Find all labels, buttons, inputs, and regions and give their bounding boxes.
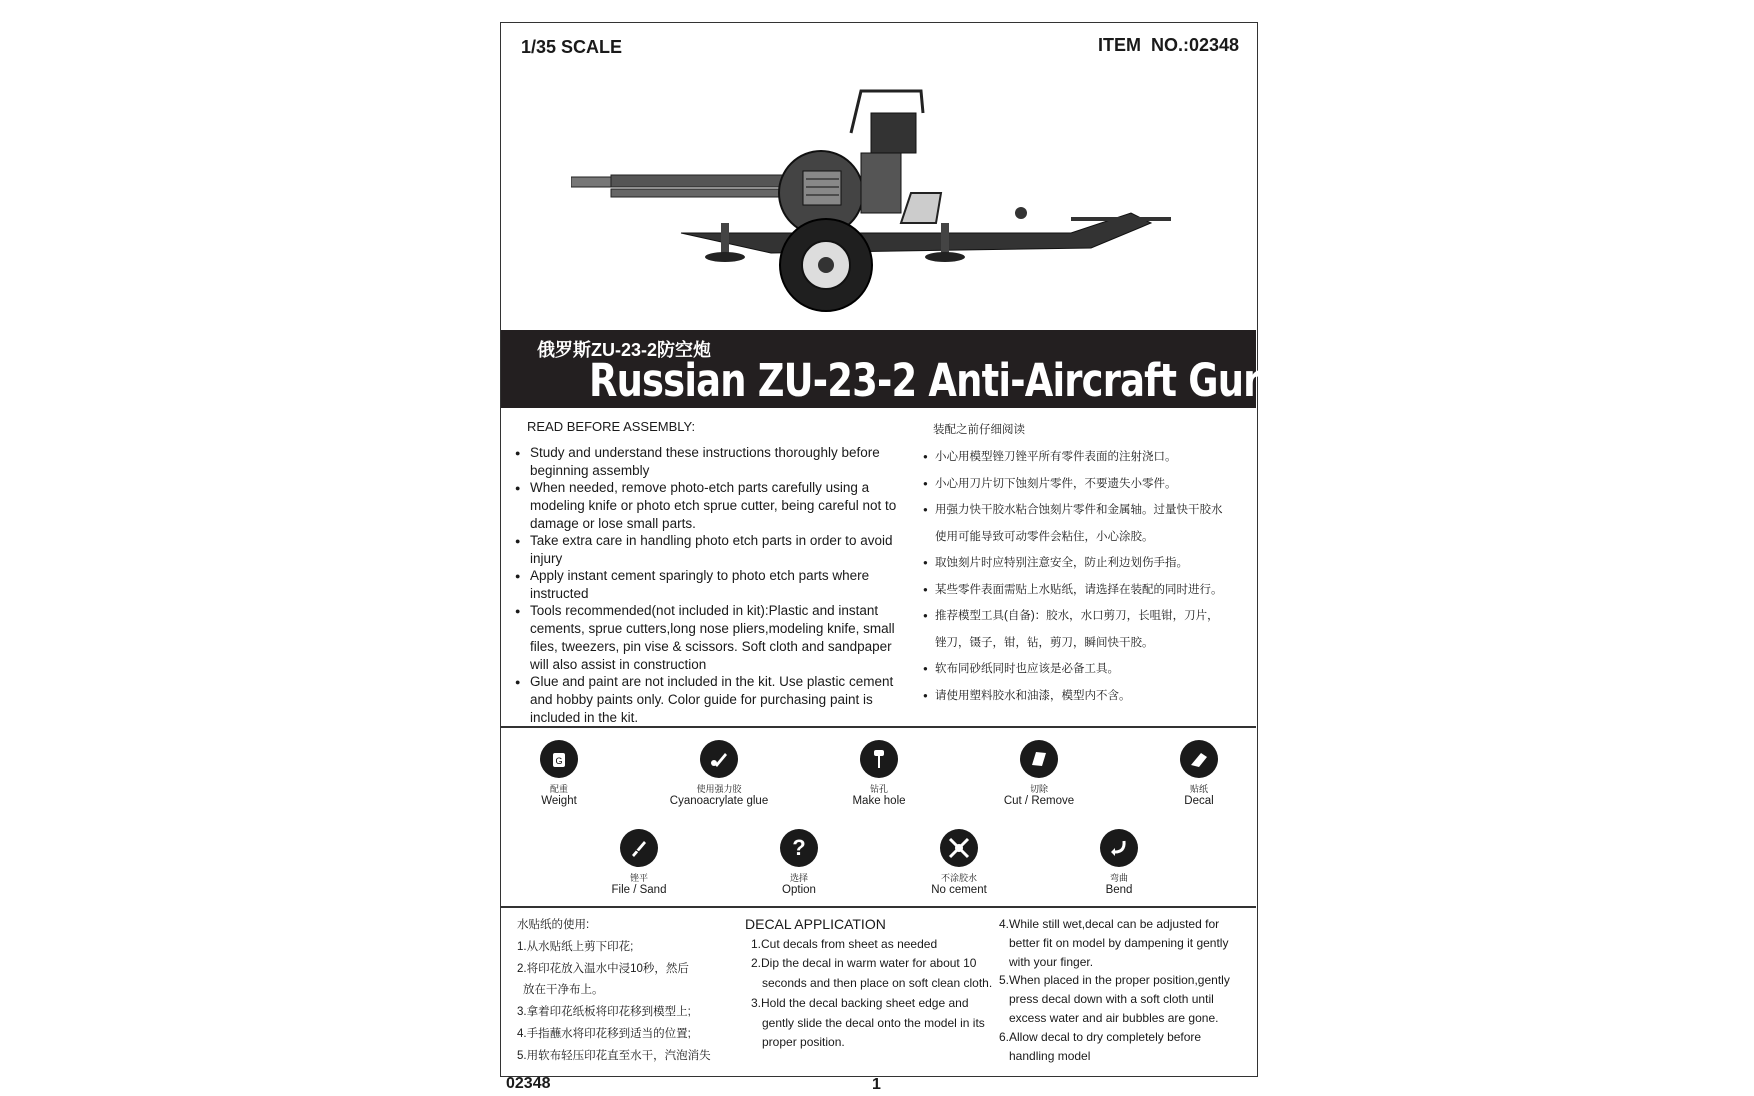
list-item: ● 请使用塑料胶水和油漆，模型内不含。: [923, 683, 1253, 710]
symbol-label-en: No cement: [931, 884, 987, 896]
symbol-bend: [1049, 829, 1189, 896]
title-english: Russian ZU-23-2 Anti-Aircraft Gun: [589, 354, 1269, 407]
symbol-label-en: File / Sand: [611, 884, 667, 896]
no-cement-icon: [940, 829, 978, 867]
svg-text:G: G: [555, 756, 563, 766]
list-item: ● 小心用刀片切下蚀刻片零件，不要遗失小零件。: [923, 471, 1253, 498]
symbol-label-zh: 弯曲: [1109, 873, 1128, 883]
symbol-label-en: Option: [782, 884, 816, 896]
symbol-label-zh: 选择: [789, 873, 808, 883]
decal-step: 4.手指蘸水将印花移到适当的位置;: [517, 1027, 691, 1040]
instruction-sheet: [500, 22, 1269, 1077]
symbol-label-zh: 切除: [1029, 784, 1048, 794]
symbol-label-zh: 钻孔: [869, 784, 888, 794]
list-item: ● 取蚀刻片时应特别注意安全，防止利边划伤手指。: [923, 550, 1253, 577]
read-before-section: [501, 410, 1256, 725]
list-item: ● 软布同砂纸同时也应该是必备工具。: [923, 656, 1253, 683]
symbol-label-en: Decal: [1184, 795, 1214, 807]
instructions-list-en: [515, 444, 905, 726]
decal-step: 2.将印花放入温水中浸10秒，然后: [517, 962, 689, 975]
list-item: ● Take extra care in handling photo etch parts in order to avoid injury: [515, 532, 905, 568]
symbol-label-en: Cyanoacrylate glue: [669, 795, 769, 807]
decal-step: with your finger.: [1009, 954, 1094, 969]
decal-step: excess water and air bubbles are gone.: [1009, 1010, 1219, 1025]
decal-step: 4.While still wet,decal can be adjusted for: [999, 917, 1220, 931]
symbol-label-en: Weight: [541, 795, 577, 807]
instructions-list-zh: [923, 444, 1253, 709]
list-item: 使用可能导致可动零件会粘住，小心涂胶。: [935, 530, 1154, 543]
divider: [501, 726, 1256, 728]
title-chinese: 俄罗斯ZU-23-2防空炮: [537, 340, 712, 360]
symbol-label-zh: 贴纸: [1189, 784, 1208, 794]
cut-icon: [1020, 740, 1058, 778]
decal-icon: [1180, 740, 1218, 778]
decal-steps-zh: [517, 915, 717, 1068]
decal-title: DECAL APPLICATION: [745, 916, 886, 932]
decal-steps-a: [745, 915, 1001, 1053]
symbol-label-en: Cut / Remove: [1003, 795, 1075, 807]
title-banner: [501, 330, 1269, 408]
decal-step: proper position.: [762, 1035, 845, 1050]
decal-step: 放在干净布上。: [523, 984, 604, 997]
decal-step: better fit on model by dampening it gently: [1009, 935, 1229, 950]
read-before-title-en: READ BEFORE ASSEMBLY:: [527, 419, 696, 434]
list-item: 锉刀，镊子，钳，钻，剪刀，瞬间快干胶。: [935, 636, 1154, 649]
decal-step: 1.Cut decals from sheet as needed: [751, 936, 938, 951]
decal-title-zh: 水贴纸的使用:: [517, 919, 590, 931]
decal-step: handling model: [1009, 1048, 1091, 1063]
symbol-no-cement: [889, 829, 1029, 896]
decal-step: 2.Dip the decal in warm water for about 10: [751, 956, 977, 971]
footer-item-number: 02348: [506, 1075, 551, 1092]
divider: [501, 906, 1256, 908]
symbol-label-en: Bend: [1105, 884, 1133, 896]
decal-step: 5.When placed in the proper position,gently: [999, 973, 1230, 988]
symbol-label-zh: 使用强力胶: [696, 784, 742, 794]
decal-steps-b: [999, 915, 1254, 1065]
file-icon: [620, 829, 658, 867]
decal-step: seconds and then place on soft clean cloth.: [762, 976, 993, 991]
decal-step: 3.Hold the decal backing sheet edge and: [751, 995, 969, 1010]
list-item: ● 推荐模型工具(自备)：胶水，水口剪刀，长咀钳，刀片，: [923, 603, 1253, 630]
bend-icon: [1100, 829, 1138, 867]
list-item: ● 小心用模型锉刀锉平所有零件表面的注射浇口。: [923, 444, 1253, 471]
item-number: ITEM NO.:02348: [1097, 35, 1239, 55]
question-icon: ?: [780, 829, 818, 867]
list-item: ● 某些零件表面需贴上水贴纸，请选择在装配的同时进行。: [923, 577, 1253, 604]
symbol-decal: [1129, 740, 1269, 807]
symbol-label-en: Make hole: [852, 795, 906, 807]
list-item: ● Glue and paint are not included in the kit. Use plastic cement and hobby paints only. Color guide for purchasing paint is included in the kit.: [515, 673, 905, 727]
glue-icon: [700, 740, 738, 778]
list-item: ● Apply instant cement sparingly to photo etch parts where instructed: [515, 567, 905, 603]
decal-step: 5.用软布轻压印花直至水干，汽泡消失: [517, 1049, 711, 1062]
symbol-weight: [489, 740, 629, 807]
symbol-label-zh: 锉平: [629, 873, 648, 883]
decal-step: gently slide the decal onto the model in its: [762, 1015, 985, 1030]
list-item: ● Tools recommended(not included in kit):Plastic and instant cements, sprue cutters,long nose pliers,modeling knife, small files, tweezers, pin vise & scissors. Soft cloth and sandpaper will also assist in construction: [515, 602, 905, 674]
symbol-file: [569, 829, 709, 896]
symbol-drill: [809, 740, 949, 807]
gun-illustration: [571, 73, 1191, 323]
scale-label: 1/35 SCALE: [521, 37, 623, 57]
symbol-glue: [649, 740, 789, 807]
symbol-label-zh: 不涂胶水: [940, 873, 977, 883]
decal-step: press decal down with a soft cloth until: [1009, 992, 1214, 1007]
list-item: ● 用强力快干胶水粘合蚀刻片零件和金属轴。过量快干胶水: [923, 497, 1253, 524]
decal-step: 6.Allow decal to dry completely before: [999, 1029, 1202, 1044]
weight-icon: [540, 740, 578, 778]
page-number: 1: [872, 1076, 881, 1093]
list-item: ● Study and understand these instructions thoroughly before beginning assembly: [515, 444, 905, 480]
list-item: ● When needed, remove photo-etch parts carefully using a modeling knife or photo etch sprue cutter, being careful not to damage or lose small parts.: [515, 479, 905, 533]
symbol-option: [729, 829, 869, 896]
read-before-title-zh: 装配之前仔细阅读: [933, 424, 1025, 436]
symbol-cut: [969, 740, 1109, 807]
decal-step: 3.拿着印花纸板将印花移到模型上;: [517, 1006, 691, 1019]
symbol-label-zh: 配重: [549, 784, 568, 794]
decal-step: 1.从水贴纸上剪下印花;: [517, 940, 634, 953]
drill-icon: [860, 740, 898, 778]
